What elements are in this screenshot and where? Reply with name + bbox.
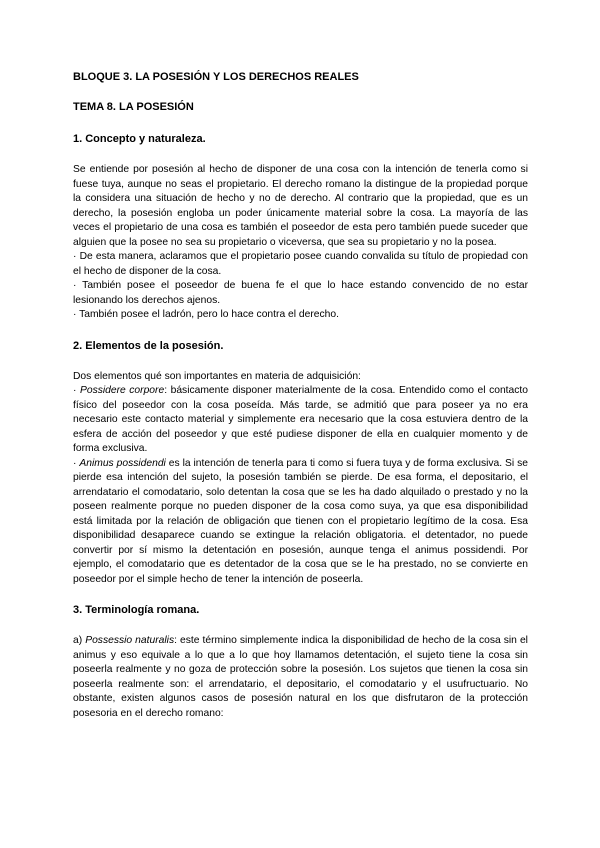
list-item [73,457,528,588]
paragraph: Dos elementos qué son importantes en materia de adquisición: [73,370,361,382]
section-heading: 2. Elementos de la posesión. [73,339,224,352]
paragraph: Se entiende por posesión al hecho de disponer de una cosa con la intención de tenerla como si fuese tuya, aunque no seas el propietario. El derecho romano la distingue de la propiedad porque la considera una situación de hecho y no de derecho. Al contrario que la propiedad, que es un derecho, la posesión engloba un poder únicamente material sobre la cosa. La mayoría de las veces el propietario de una cosa es también el poseedor de esta pero también puede suceder que alguien que la posee no sea su propietario o viceversa, que sea su propietario y no la posea. [73,164,528,248]
item-prefix: · [73,457,80,469]
section-heading: 3. Terminología romana. [73,604,200,616]
latin-term: Animus possidendi [79,457,166,469]
paragraph: · De esta manera, aclaramos que el propietario posee cuando convalida su título de propiedad con el hecho de disponer de la cosa. [73,251,528,277]
latin-term: Possessio naturalis [85,635,175,646]
latin-term: Possidere corpore [79,385,165,396]
tema-title: TEMA 8. LA POSESIÓN [73,101,194,113]
list-item [73,634,528,721]
paragraph: · También posee el ladrón, pero lo hace contra el derecho. [73,309,339,320]
section-body [73,634,528,721]
paragraph: · También posee el poseedor de buena fe el que lo hace estando convencido de no estar lesionando los derechos ajenos. [73,280,528,306]
list-item [73,384,528,457]
item-text: : básicamente disponer materialmente de la cosa. Entendido como el contacto físico del poseedor con la cosa poseída. Más tarde, se admitió que para poseer ya no era necesario este contacto material y simplemente era necesario que la cosa estuviera dentro de la esfera de acción del poseedor y que esté pudiese disponer de ella en cualquier momento y de forma exclusiva. [73,385,529,454]
item-text: es la intención de tenerla para ti como si fuera tuya y de forma exclusiva. Si se pierde esa intención del sujeto, la posesión también se pierde. De esa forma, el depositario, el arrendatario el comodatario, solo detentan la cosa que se les ha dado alquilado o prestado y no la poseen realmente porque no pueden disponer de la cosa como suya, ya que esa disponibilidad está limitada por la relación de obligación que tienen con el propietario legítimo de la cosa. Esa disponibilidad desaparece cuando se extingue la relación obligatoria. el detentador, no puede convertir por sí mismo la detentación en posesión, aunque tenga el animus possidendi. Por ejemplo, el comodatario que es detentador de la cosa que se le ha prestado, no se convierte en poseedor por el simple hecho de tener la intención de poseerla. [73,457,528,585]
item-prefix: · [73,385,80,396]
section-heading: 1. Concepto y naturaleza. [73,133,206,145]
item-text: : este término simplemente indica la disponibilidad de hecho de la cosa sin el animus y eso equivale a lo que a lo que hoy llamamos detentación, el sujeto tiene la cosa sin poseerla realmente y no goza de protección sobre la posesión. Los sujetos que tienen la cosa sin poseerla realmente son: el arrendatario, el depositario, el comodatario y el usufructuario. No obstante, existen algunos casos de posesión natural en los que disfrutaron de la protección posesoria en el derecho romano: [73,635,528,719]
bloque-title: BLOQUE 3. LA POSESIÓN Y LOS DERECHOS REALES [73,71,359,83]
item-prefix: a) [73,635,86,646]
section-body [73,370,528,588]
section-body [73,163,528,323]
